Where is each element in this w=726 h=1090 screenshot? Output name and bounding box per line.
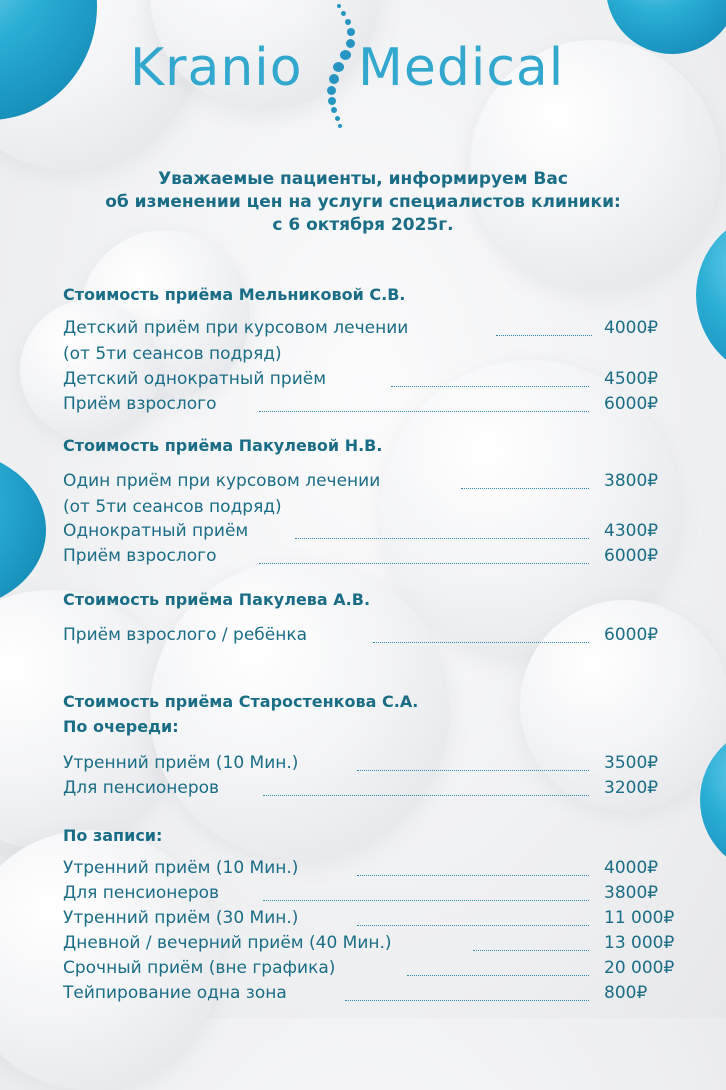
service-price: 4300₽ [604, 521, 659, 541]
blue-bubble [0, 450, 46, 610]
dot-leader [496, 335, 592, 336]
dot-leader [357, 875, 589, 876]
logo [0, 0, 726, 140]
service-name: Однократный приём [63, 521, 249, 541]
dot-leader [461, 488, 589, 489]
service-name: Детский однократный приём [63, 369, 327, 389]
service-name: Утренний приём (10 Мин.) [63, 753, 299, 773]
price-row [63, 958, 693, 982]
section-title-starostenkov: Стоимость приёма Старостенкова С.А. [63, 692, 419, 711]
dot-leader [259, 411, 589, 412]
price-row [63, 394, 693, 418]
service-name: Дневной / вечерний приём (40 Мин.) [63, 933, 392, 953]
price-row [63, 983, 693, 1007]
price-row [63, 471, 693, 495]
price-row [63, 753, 693, 777]
dot-leader [345, 1000, 589, 1001]
dot-leader [259, 563, 589, 564]
service-price: 6000₽ [604, 625, 659, 645]
service-name: Для пенсионеров [63, 883, 220, 903]
service-name: Приём взрослого [63, 546, 217, 566]
service-price: 3800₽ [604, 883, 659, 903]
dot-leader [295, 538, 589, 539]
service-name: Приём взрослого [63, 394, 217, 414]
service-price: 3200₽ [604, 778, 659, 798]
section-title-melnikova: Стоимость приёма Мельниковой С.В. [63, 285, 406, 304]
price-row [63, 521, 693, 545]
service-price: 20 000₽ [604, 958, 675, 978]
service-name: Детский приём при курсовом лечении [63, 318, 409, 338]
price-row [63, 933, 693, 957]
service-note: (от 5ти сеансов подряд) [63, 497, 282, 517]
section-title-appointment: По записи: [63, 826, 163, 845]
service-price: 4000₽ [604, 318, 659, 338]
service-price: 6000₽ [604, 546, 659, 566]
service-note: (от 5ти сеансов подряд) [63, 344, 282, 364]
section-title-pakuleva: Стоимость приёма Пакулевой Н.В. [63, 436, 383, 455]
service-name: Тейпирование одна зона [63, 983, 287, 1003]
service-price: 3500₽ [604, 753, 659, 773]
price-row [63, 625, 693, 649]
price-change-notice [0, 168, 726, 237]
service-price: 4500₽ [604, 369, 659, 389]
price-row [63, 908, 693, 932]
section-title-pakulev: Стоимость приёма Пакулева А.В. [63, 590, 371, 609]
service-name: Утренний приём (10 Мин.) [63, 858, 299, 878]
dot-leader [357, 925, 589, 926]
service-name: Один приём при курсовом лечении [63, 471, 381, 491]
price-row [63, 778, 693, 802]
dot-leader [263, 900, 589, 901]
logo-left-word: Kranio [130, 38, 303, 98]
dot-leader [263, 795, 589, 796]
price-row [63, 546, 693, 570]
notice-line-3: с 6 октября 2025г. [272, 215, 454, 235]
service-price: 11 000₽ [604, 908, 675, 928]
dot-leader [391, 386, 589, 387]
price-row [63, 318, 693, 342]
service-price: 6000₽ [604, 394, 659, 414]
service-price: 3800₽ [604, 471, 659, 491]
service-name: Срочный приём (вне графика) [63, 958, 336, 978]
section-subtitle-queue: По очереди: [63, 717, 179, 736]
dot-leader [407, 975, 589, 976]
service-price: 4000₽ [604, 858, 659, 878]
dot-leader [373, 642, 589, 643]
service-name: Для пенсионеров [63, 778, 220, 798]
price-row [63, 858, 693, 882]
notice-line-1: Уважаемые пациенты, информируем Вас [158, 169, 568, 189]
dot-leader [473, 950, 589, 951]
price-row [63, 369, 693, 393]
service-price: 13 000₽ [604, 933, 675, 953]
service-price: 800₽ [604, 983, 648, 1003]
logo-right-word: Medical [358, 38, 565, 98]
service-name: Утренний приём (30 Мин.) [63, 908, 299, 928]
dot-leader [357, 770, 589, 771]
price-row [63, 883, 693, 907]
service-name: Приём взрослого / ребёнка [63, 625, 308, 645]
notice-line-2: об изменении цен на услуги специалистов клиники: [105, 192, 621, 212]
